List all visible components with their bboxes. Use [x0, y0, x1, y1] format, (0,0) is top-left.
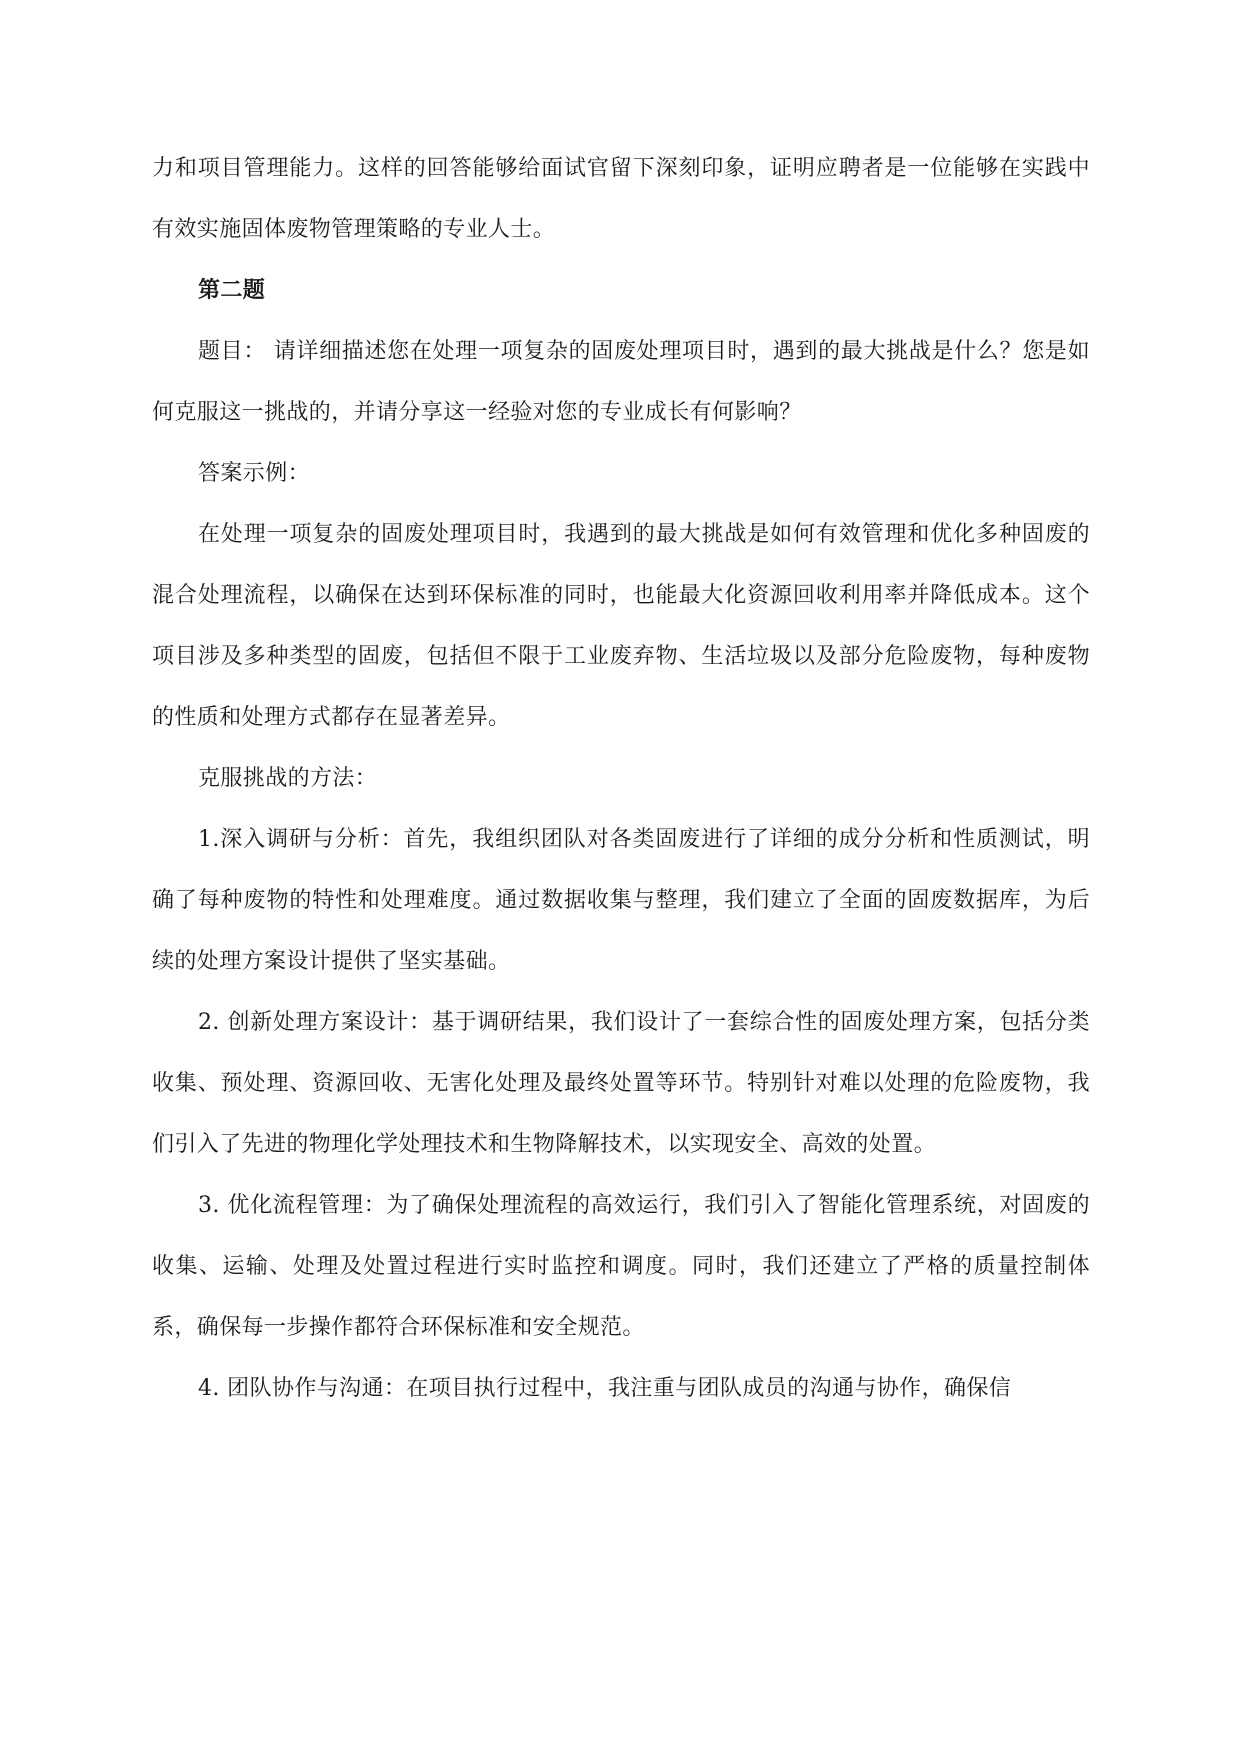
- answer-label: 答案示例：: [198, 461, 311, 486]
- document-body: [152, 138, 1090, 1419]
- method-item-2: 2. 创新处理方案设计：基于调研结果，我们设计了一套综合性的固废处理方案，包括分类收集、预处理、资源回收、无害化处理及最终处置等环节。特别针对难以处理的危险废物，我们引入了先进的物理化学处理技术和生物降解技术，以实现安全、高效的处置。: [152, 1010, 1090, 1157]
- methods-label: 克服挑战的方法：: [198, 766, 378, 791]
- question-paragraph: 题目： 请详细描述您在处理一项复杂的固废处理项目时，遇到的最大挑战是什么？您是如何克服这一挑战的，并请分享这一经验对您的专业成长有何影响？: [152, 339, 1090, 425]
- section-heading: 第二题: [198, 277, 266, 303]
- paragraph-intro-continuation: 力和项目管理能力。这样的回答能够给面试官留下深刻印象，证明应聘者是一位能够在实践中有效实施固体废物管理策略的专业人士。: [152, 156, 1090, 242]
- method-item-1: 1.深入调研与分析：首先，我组织团队对各类固废进行了详细的成分分析和性质测试，明确了每种废物的特性和处理难度。通过数据收集与整理，我们建立了全面的固废数据库，为后续的处理方案设计提供了坚实基础。: [152, 827, 1090, 974]
- method-item-4: 4. 团队协作与沟通：在项目执行过程中，我注重与团队成员的沟通与协作，确保信: [198, 1376, 1012, 1401]
- answer-paragraph: 在处理一项复杂的固废处理项目时，我遇到的最大挑战是如何有效管理和优化多种固废的混合处理流程，以确保在达到环保标准的同时，也能最大化资源回收利用率并降低成本。这个项目涉及多种类型的固废，包括但不限于工业废弃物、生活垃圾以及部分危险废物，每种废物的性质和处理方式都存在显著差异。: [152, 522, 1090, 730]
- method-item-3: 3. 优化流程管理：为了确保处理流程的高效运行，我们引入了智能化管理系统，对固废的收集、运输、处理及处置过程进行实时监控和调度。同时，我们还建立了严格的质量控制体系，确保每一步操作都符合环保标准和安全规范。: [152, 1193, 1090, 1340]
